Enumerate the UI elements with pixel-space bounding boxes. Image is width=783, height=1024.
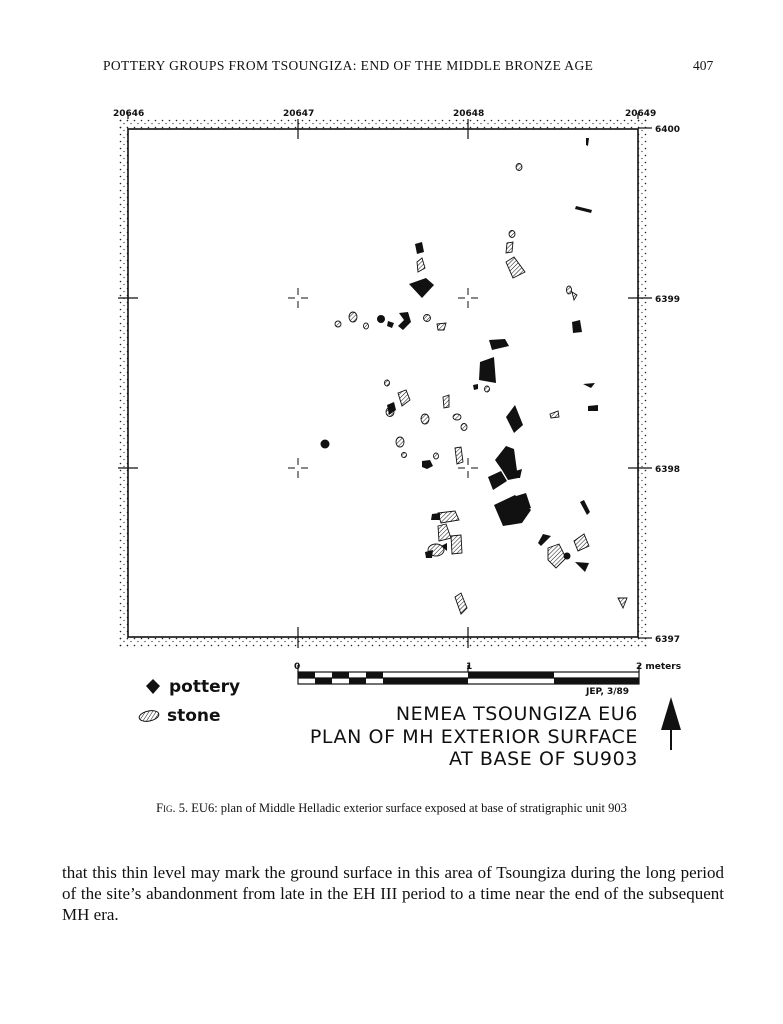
body-paragraph: that this thin level may mark the ground surface in this area of Tsoungiza during the long period of the site’s abandonment from late in the EH III period to a time near the end of the subsequent MH era. [62,863,724,924]
stone [424,315,431,322]
pottery-sherd [575,206,592,213]
grid-label-x-1: 20646 [113,109,145,119]
figure-caption [0,801,783,816]
pottery-sherds [321,138,599,572]
drawing-credit: JEP, 3/89 [586,687,630,697]
stone [453,414,461,420]
stone [443,395,449,408]
stone [506,242,513,253]
stone [438,524,451,541]
stone [364,323,369,329]
pottery-sherd [398,312,411,330]
scale-label-end: 2 meters [636,662,682,672]
stone [506,257,525,278]
stone [349,312,357,322]
grid-label-y-3: 6398 [655,465,681,475]
stone [398,390,410,406]
north-arrow-icon [661,697,681,750]
pottery-sherd [479,357,496,383]
stone [485,386,490,392]
stone [455,447,463,464]
legend-label-stone: stone [167,706,221,726]
pottery-sherd [586,138,589,146]
pottery-sherd [506,405,523,433]
grid-label-x-4: 20649 [625,109,657,119]
stone [417,258,425,272]
caption-fig-label: Fig. 5. [156,801,189,815]
stone [385,380,390,386]
pottery-sherd [575,562,589,572]
caption-text: EU6: plan of Middle Helladic exterior surface exposed at base of stratigraphic unit 903 [191,801,627,815]
stone [509,231,515,238]
pottery-sherd [321,440,330,449]
stone [402,453,407,458]
grid-label-x-3: 20648 [453,109,485,119]
stone [550,411,559,418]
stone [567,286,572,294]
pottery-sherd [489,339,509,350]
stone [434,453,439,459]
stone [572,292,577,300]
stone [451,535,462,554]
stones [335,164,627,615]
pottery-sherd [473,384,478,390]
stone [574,534,589,551]
stone [618,598,627,608]
pottery-sherd [377,315,385,323]
stone [461,424,467,431]
pottery-sherd [409,278,434,298]
stone [437,323,446,330]
stone [428,544,444,556]
pottery-sherd [588,405,598,411]
pottery-sherd [572,320,582,333]
pottery-sherd [583,383,595,388]
stone [438,511,459,523]
figure-title-line-1: NEMEA TSOUNGIZA EU6 [395,703,638,725]
figure-title-line-3: AT BASE OF SU903 [448,748,638,770]
baulk-borders [118,119,648,648]
stone-legend-icon [138,709,160,723]
page-number: 407 [693,58,714,73]
figure-title-line-2: PLAN OF MH EXTERIOR SURFACE [309,726,638,748]
pottery-sherd [415,242,424,254]
pottery-sherd [387,321,394,328]
grid-label-x-2: 20647 [283,109,315,119]
pottery-sherd [538,534,551,546]
pottery-sherd [422,460,433,469]
legend-label-pottery: pottery [169,677,241,697]
running-head-title: POTTERY GROUPS FROM TSOUNGIZA: END OF THE MIDDLE BRONZE AGE [103,58,594,73]
scale-label-start: 0 [294,662,301,672]
grid-label-y-2: 6399 [655,295,681,305]
grid-label-y-1: 6400 [655,125,681,135]
stone [335,321,341,327]
pottery-legend-icon [146,679,160,694]
stone [548,544,566,568]
stone [516,164,522,171]
stone [455,593,467,614]
stone [421,414,429,424]
stone [396,437,404,447]
grid-label-y-4: 6397 [655,635,681,645]
scale-label-mid: 1 [466,662,473,672]
pottery-sherd [488,471,507,490]
pottery-sherd [580,500,590,515]
stone [386,408,394,417]
